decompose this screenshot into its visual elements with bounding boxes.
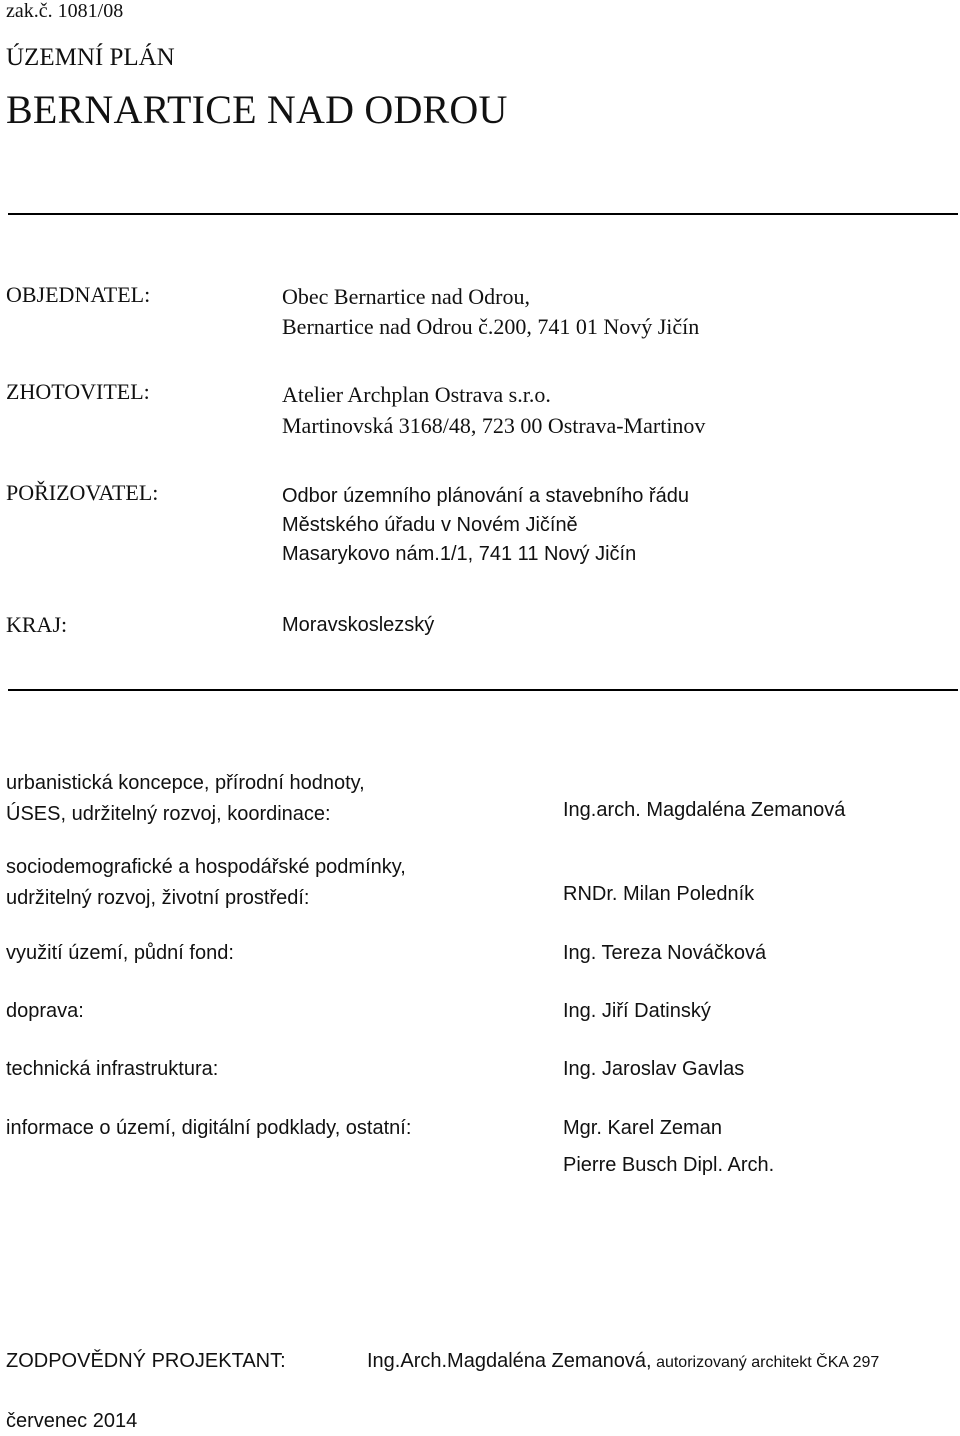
zhotovitel-label: ZHOTOVITEL: bbox=[6, 379, 150, 404]
team-topic-line: technická infrastruktura: bbox=[6, 1058, 219, 1080]
team-topic bbox=[6, 1000, 84, 1023]
porizovatel-label: POŘIZOVATEL: bbox=[6, 480, 159, 505]
team-person: Ing. Jiří Datinský bbox=[563, 1000, 711, 1022]
responsible-title: autorizovaný architekt ČKA 297 bbox=[656, 1354, 880, 1371]
team-topic bbox=[6, 1117, 411, 1140]
team-topic-line: ÚSES, udržitelný rozvoj, koordinace: bbox=[6, 803, 331, 825]
team-topic-line: informace o území, digitální podklady, ostatní: bbox=[6, 1117, 412, 1139]
document-date: červenec 2014 bbox=[6, 1410, 138, 1432]
order-number: zak.č. 1081/08 bbox=[6, 0, 124, 22]
porizovatel-line: Masarykovo nám.1/1, 741 11 Nový Jičín bbox=[282, 543, 637, 565]
team-person-extra: Pierre Busch Dipl. Arch. bbox=[563, 1154, 775, 1176]
middle-divider bbox=[8, 689, 958, 691]
zhotovitel-line: Martinovská 3168/48, 723 00 Ostrava-Martinov bbox=[282, 413, 706, 438]
top-divider bbox=[8, 213, 958, 215]
team-topic bbox=[6, 1058, 218, 1081]
team-person: Ing. Jaroslav Gavlas bbox=[563, 1058, 745, 1080]
team-topic-line: využití území, půdní fond: bbox=[6, 942, 234, 964]
porizovatel-line: Městského úřadu v Novém Jičíně bbox=[282, 514, 578, 536]
objednatel-line: Obec Bernartice nad Odrou, bbox=[282, 284, 531, 309]
zhotovitel-value bbox=[282, 379, 705, 441]
team-person: Ing.arch. Magdaléna Zemanová bbox=[563, 799, 846, 821]
porizovatel-line: Odbor územního plánování a stavebního řádu bbox=[282, 485, 689, 507]
document-title: BERNARTICE NAD ODROU bbox=[6, 87, 508, 132]
team-topic-line: udržitelný rozvoj, životní prostředí: bbox=[6, 887, 310, 909]
porizovatel-value bbox=[282, 482, 689, 569]
responsible-label: ZODPOVĚDNÝ PROJEKTANT: bbox=[6, 1350, 286, 1372]
objednatel-line: Bernartice nad Odrou č.200, 741 01 Nový Jičín bbox=[282, 314, 700, 339]
objednatel-value bbox=[282, 282, 699, 342]
team-topic bbox=[6, 768, 365, 830]
team-person: Mgr. Karel Zeman bbox=[563, 1117, 722, 1139]
team-topic-line: doprava: bbox=[6, 1000, 84, 1022]
objednatel-label: OBJEDNATEL: bbox=[6, 282, 151, 307]
plan-type: ÚZEMNÍ PLÁN bbox=[6, 44, 175, 71]
team-topic bbox=[6, 942, 234, 965]
team-person: RNDr. Milan Poledník bbox=[563, 883, 755, 905]
kraj-value: Moravskoslezský bbox=[282, 614, 435, 636]
team-topic-line: urbanistická koncepce, přírodní hodnoty, bbox=[6, 772, 365, 794]
team-person: Ing. Tereza Nováčková bbox=[563, 942, 767, 964]
team-topic bbox=[6, 852, 406, 914]
kraj-label: KRAJ: bbox=[6, 612, 68, 637]
team-topic-line: sociodemografické a hospodářské podmínky, bbox=[6, 856, 406, 878]
responsible-name: Ing.Arch.Magdaléna Zemanová, bbox=[367, 1350, 652, 1372]
responsible-designer bbox=[367, 1350, 879, 1373]
zhotovitel-line: Atelier Archplan Ostrava s.r.o. bbox=[282, 382, 551, 407]
